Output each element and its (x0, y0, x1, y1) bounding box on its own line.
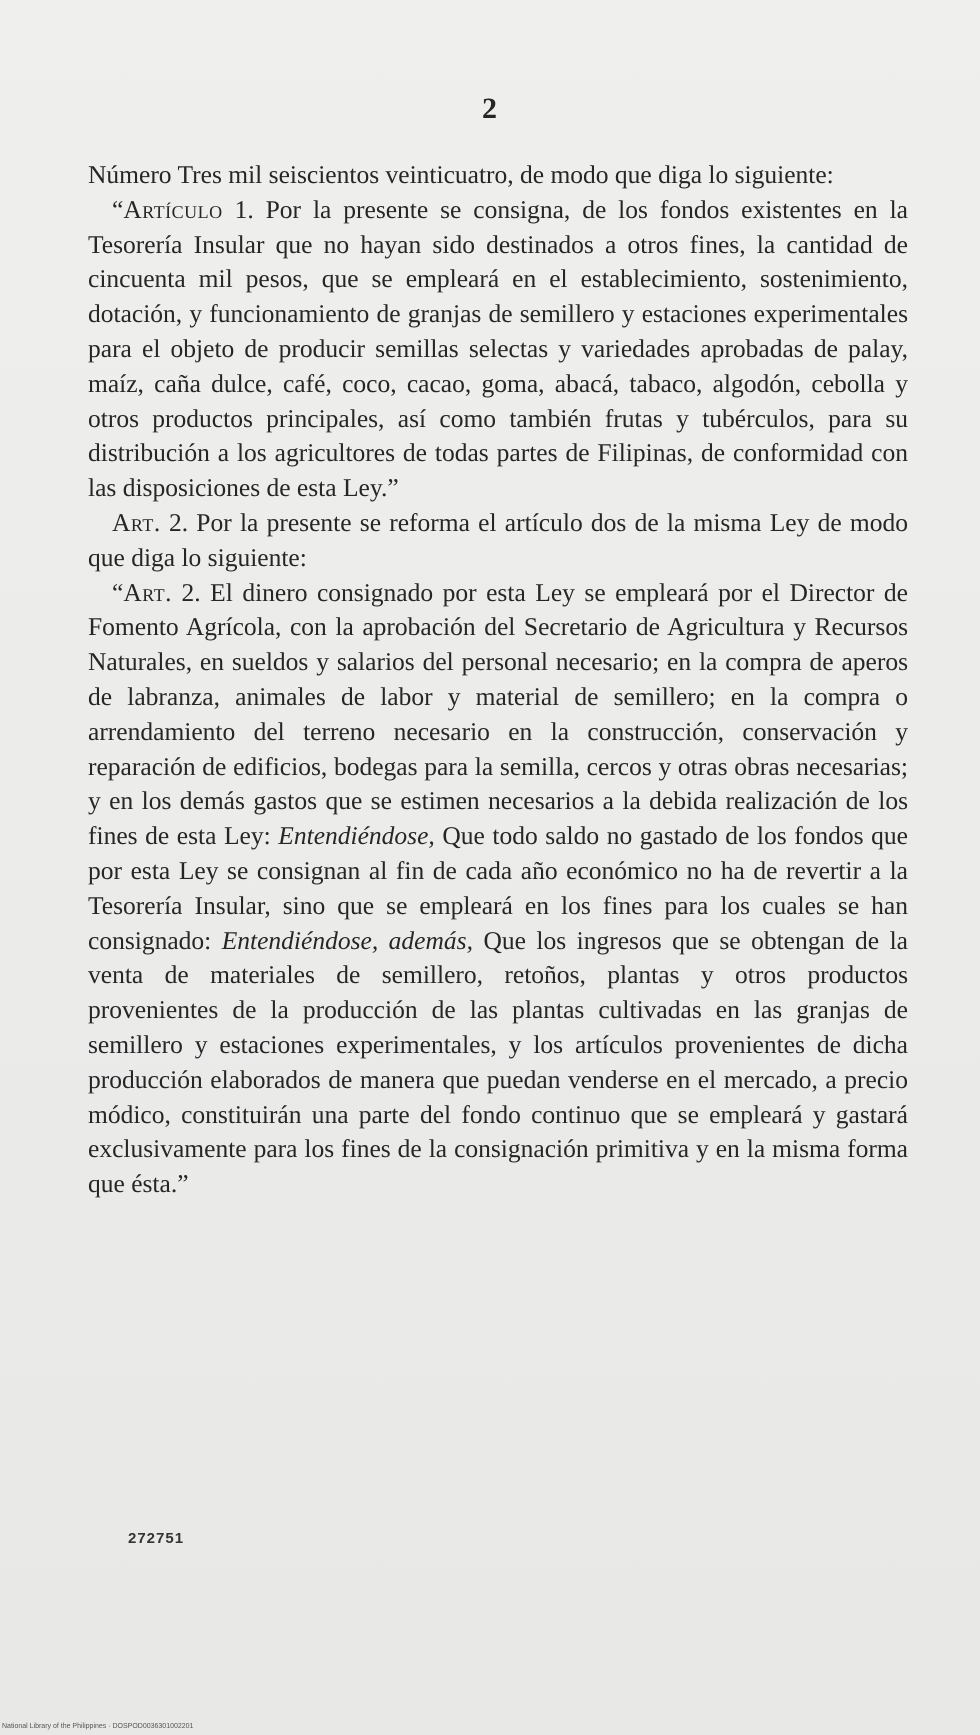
article-2-text-part-2: Que todo saldo no gastado de los fondos que por esta Ley se consignan al fin de cada año económico no ha de revertir a la Tesorería Insular, sino que se empleará en los fines para los cuales se han consignado: (88, 821, 908, 955)
article-abbrev: Art. (123, 577, 173, 607)
open-quote: “ (112, 577, 124, 607)
document-body (88, 158, 908, 1202)
intro-text: Número Tres mil seiscientos veinticuatro, de modo que diga lo siguiente: (88, 160, 834, 189)
article-2-text-part-1: 2. El dinero consignado por esta Ley se empleará por el Director de Fomento Agrícola, con la aprobación del Secretario de Agricultura y Recursos Naturales, en sueldos y salarios del personal necesario; en la compra de aperos de labranza, animales de labor y material de semillero; en la compra o arrendamiento del terreno necesario en la construcción, conservación y reparación de edificios, bodegas para la semilla, cercos y otras obras necesarias; y en los demás gastos que se estimen necesarios a la debida realización de los fines de esta Ley: (88, 577, 908, 851)
print-code: 272751 (128, 1530, 185, 1547)
article-1-text: 1. Por la presente se consigna, de los fondos existentes en la Tesorería Insular que no hayan sido destinados a otros fines, la cantidad de cincuenta mil pesos, que se empleará en el establecimiento, sostenimiento, dotación, y funcionamiento de granjas de semillero y estaciones experimentales para el objeto de producir semillas selectas y variedades aprobadas de palay, maíz, caña dulce, café, coco, cacao, goma, abacá, tabaco, algodón, cebolla y otros productos principales, así como también frutas y tubérculos, para su distribución a los agricultores de todas partes de Filipinas, de conformidad con las disposiciones de esta Ley.” (88, 194, 908, 503)
paragraph-article-2-text (88, 576, 908, 1202)
article-heading: Artículo (123, 194, 223, 224)
paragraph-intro (88, 158, 908, 193)
article-2-text-part-3: Que los ingresos que se obtengan de la venta de materiales de semillero, retoños, plantas y otros productos provenientes de la producción de las plantas cultivadas en las granjas de semillero y estaciones experimentales, y los artículos provenientes de dicha producción elaborados de manera que puedan venderse en el mercado, a precio módico, constituirán una parte del fondo continuo que se empleará y gastará exclusivamente para los fines de la consignación primitiva y en la misma forma que ésta.” (88, 925, 908, 1199)
article-abbrev: Art. (112, 507, 161, 537)
article-2-amendment-text: 2. Por la presente se reforma el artículo dos de la misma Ley de modo que diga lo siguiente: (88, 507, 908, 572)
paragraph-article-1 (88, 193, 908, 506)
proviso-italic-1: Entendiéndose, (278, 821, 435, 851)
paragraph-article-2-amendment (88, 506, 908, 576)
page-number: 2 (482, 92, 498, 125)
footer-watermark: National Library of the Philippines · DOSPOD0036301002201 (2, 1723, 194, 1730)
proviso-italic-2: Entendiéndose, además, (221, 925, 473, 955)
open-quote: “ (112, 194, 124, 224)
